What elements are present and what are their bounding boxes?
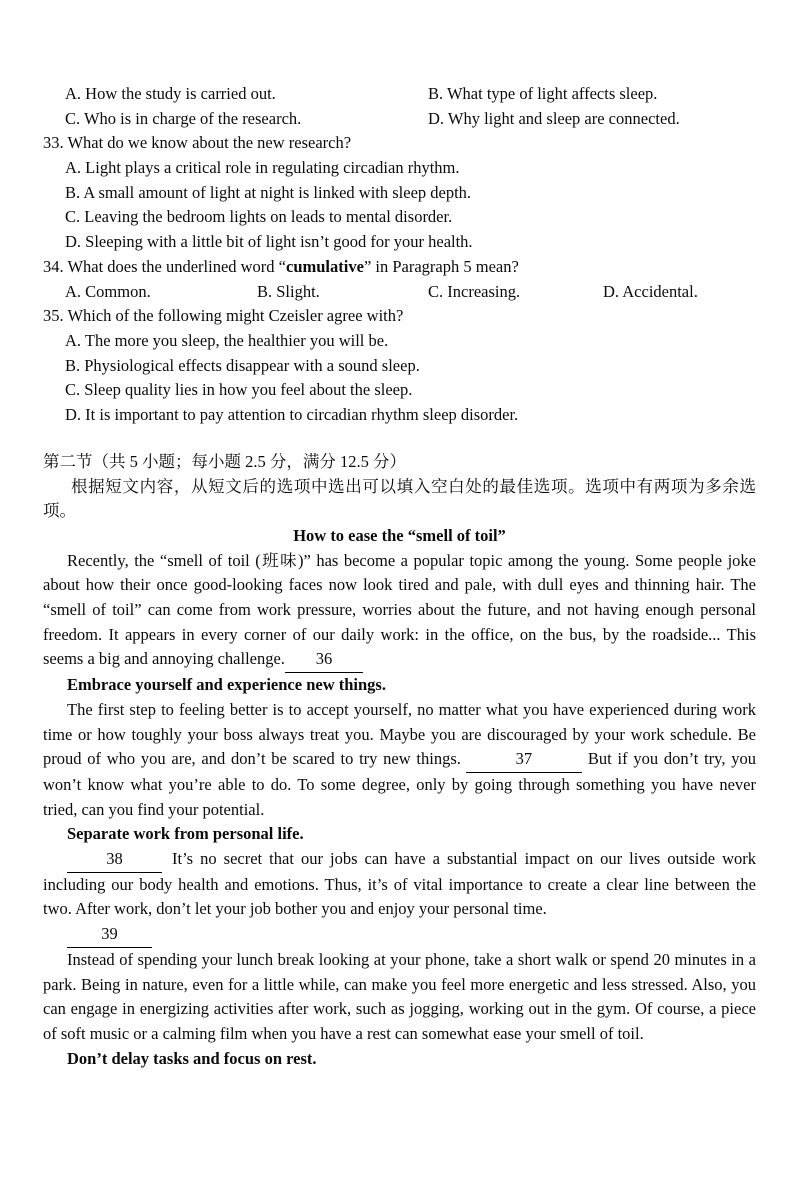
question-33-option-b: B. A small amount of light at night is linked with sleep depth. (65, 182, 472, 202)
blank-38 (67, 847, 162, 873)
passage-subheading-2: Separate work from personal life. (67, 824, 304, 844)
option-b: B. What type of light affects sleep. (428, 84, 658, 103)
paragraph-2-text-before: The first step to feeling better is to accept yourself, no matter what you have experienced during work time or how toughly your boss always treat you. Maybe you are discouraged by your work schedule. Be proud of who you are, and don’t be scared to try new things. (43, 699, 756, 769)
question-34-underlined-word: cumulative (286, 256, 364, 276)
option-a: A. How the study is carried out. (65, 84, 276, 103)
paragraph-1-text: Recently, the “smell of toil (班味)” has become a popular topic among the young. Some people joke about how their once good-looking faces now look tired and pale, with dull eyes and thinning hair. The “smell of toil” can come from work pressure, worries about the future, and not having enough personal freedom. It appears in every corner of our daily work: in the office, on the bus, by the roadside... This seems a big and annoying challenge. (43, 550, 756, 669)
option-a: A. Common. (65, 281, 151, 301)
section-2-heading: 第二节（共 5 小题；每小题 2.5 分，满分 12.5 分） (43, 451, 406, 471)
option-c: C. Increasing. (428, 281, 521, 301)
question-34-stem-suffix: ” in Paragraph 5 mean? (363, 256, 519, 276)
question-35-option-b: B. Physiological effects disappear with a sound sleep. (65, 355, 420, 375)
question-33-option-c: C. Leaving the bedroom lights on leads to mental disorder. (65, 207, 453, 227)
question-33-option-d: D. Sleeping with a little bit of light isn’t good for your health. (65, 232, 473, 252)
question-32-options-row-2 (43, 107, 756, 132)
blank-39-line (43, 922, 756, 948)
passage-subheading-1: Embrace yourself and experience new things. (67, 675, 386, 695)
blank-39-number: 39 (101, 924, 118, 944)
blank-39 (67, 922, 152, 948)
passage-paragraph-3 (43, 847, 756, 922)
question-35-stem: 35. Which of the following might Czeisler agree with? (43, 306, 404, 326)
passage-paragraph-4: Instead of spending your lunch break looking at your phone, take a short walk or spend 20 minutes in a park. Being in nature, even for a little while, can make you feel more energetic and less stressed. Also, you can engage in energizing activities after work, such as jogging, working out in the gym. Of course, a piece of soft music or a calming film when you have a rest can somewhat ease your smell of toil. (43, 949, 756, 1043)
passage-title: How to ease the “smell of toil” (293, 525, 506, 545)
passage-subheading-3: Don’t delay tasks and focus on rest. (67, 1048, 317, 1068)
option-b: B. Slight. (257, 281, 320, 301)
section-2-instruction: 根据短文内容，从短文后的选项中选出可以填入空白处的最佳选项。选项中有两项为多余选项。 (43, 476, 756, 521)
blank-36-number: 36 (315, 649, 333, 669)
question-35-option-d: D. It is important to pay attention to circadian rhythm sleep disorder. (65, 405, 519, 425)
option-d: D. Accidental. (603, 281, 698, 301)
option-c: C. Who is in charge of the research. (65, 108, 302, 128)
question-33-stem: 33. What do we know about the new research? (43, 133, 352, 153)
blank-36 (285, 647, 363, 673)
option-d: D. Why light and sleep are connected. (428, 108, 680, 128)
question-33-option-a: A. Light plays a critical role in regulating circadian rhythm. (65, 158, 460, 178)
passage-paragraph-2 (43, 698, 756, 823)
question-34-options-row (43, 280, 756, 305)
blank-37 (466, 747, 582, 773)
passage-paragraph-1 (43, 549, 756, 674)
question-34-stem (43, 255, 756, 280)
question-35-option-a: A. The more you sleep, the healthier you will be. (65, 330, 389, 350)
paragraph-2-text-after: But if you don’t try, you won’t know what you’re able to do. To some degree, only by going through something you have never tried, can you find your potential. (43, 749, 756, 819)
blank-38-number: 38 (106, 849, 123, 869)
blank-37-number: 37 (515, 749, 533, 769)
question-34-stem-prefix: 34. What does the underlined word “ (43, 256, 287, 276)
question-32-options-row-1 (43, 82, 756, 107)
question-35-option-c: C. Sleep quality lies in how you feel about the sleep. (65, 380, 413, 400)
paragraph-3-text: It’s no secret that our jobs can have a substantial impact on our lives outside work including our body health and emotions. Thus, it’s of vital importance to create a clear line between the two. After work, don’t let your job bother you and enjoy your personal time. (43, 849, 756, 919)
